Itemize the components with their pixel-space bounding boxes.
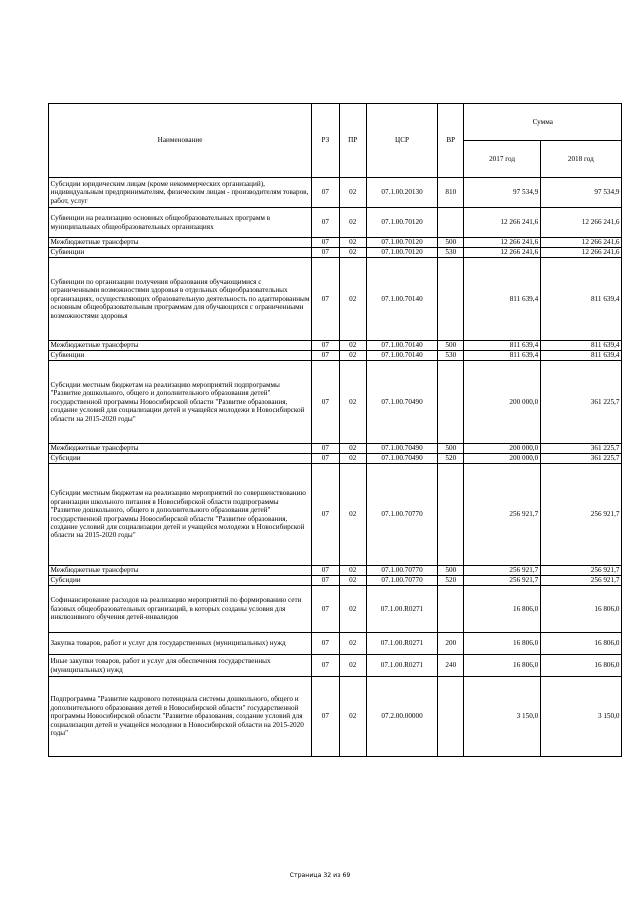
row-rz: 07: [312, 361, 339, 444]
row-pr: 02: [339, 444, 366, 454]
row-2017: 12 266 241,6: [464, 208, 540, 238]
row-pr: 02: [339, 258, 366, 341]
table-row: [49, 208, 622, 238]
row-vr: [438, 258, 464, 341]
table-row: [49, 238, 622, 248]
row-name: Субвенции на реализацию основных общеобразовательных программ в муниципальных общеобразовательных организациях: [49, 208, 312, 238]
table-row: [49, 178, 622, 208]
header-pr: ПР: [339, 104, 366, 178]
row-name: Субвенции: [49, 248, 312, 258]
row-name: Межбюджетные трансферты: [49, 238, 312, 248]
row-pr: 02: [339, 586, 366, 633]
row-rz: 07: [312, 248, 339, 258]
row-vr: 500: [438, 566, 464, 576]
row-rz: 07: [312, 258, 339, 341]
budget-table: [48, 103, 622, 757]
table-row: [49, 248, 622, 258]
row-csr: 07.1.00.70140: [366, 258, 437, 341]
row-vr: [438, 586, 464, 633]
row-rz: 07: [312, 238, 339, 248]
row-rz: 07: [312, 566, 339, 576]
row-csr: 07.1.00.70140: [366, 341, 437, 351]
row-2018: 12 266 241,6: [540, 208, 621, 238]
row-csr: 07.1.00.20130: [366, 178, 437, 208]
row-2017: 200 000,0: [464, 444, 540, 454]
row-rz: 07: [312, 576, 339, 586]
row-name: Закупка товаров, работ и услуг для государственных (муниципальных) нужд: [49, 633, 312, 655]
table-row: [49, 454, 622, 464]
row-rz: 07: [312, 444, 339, 454]
row-vr: [438, 464, 464, 566]
row-rz: 07: [312, 341, 339, 351]
row-pr: 02: [339, 208, 366, 238]
header-rz: РЗ: [312, 104, 339, 178]
row-2018: 361 225,7: [540, 361, 621, 444]
row-2017: 256 921,7: [464, 566, 540, 576]
row-csr: 07.1.00.70120: [366, 238, 437, 248]
row-rz: 07: [312, 454, 339, 464]
row-2017: 200 000,0: [464, 454, 540, 464]
row-vr: 500: [438, 444, 464, 454]
row-2018: 361 225,7: [540, 444, 621, 454]
row-pr: 02: [339, 248, 366, 258]
row-name: Иные закупки товаров, работ и услуг для обеспечения государственных (муниципальных) нужд: [49, 655, 312, 677]
row-rz: 07: [312, 178, 339, 208]
row-vr: 500: [438, 341, 464, 351]
row-pr: 02: [339, 677, 366, 757]
header-csr: ЦСР: [366, 104, 437, 178]
row-rz: 07: [312, 586, 339, 633]
row-2018: 16 806,0: [540, 633, 621, 655]
row-name: Софинансирование расходов на реализацию мероприятий по формированию сети базовых общеобразовательных организаций, в которых созданы условия для инклюзивного обучения детей-инвалидов: [49, 586, 312, 633]
row-name: Субсидии местным бюджетам на реализацию мероприятий подпрограммы "Развитие дошкольного, общего и дополнительного образования детей" государственной программы Новосибирской области "Развитие образования, создание условий для социализации детей и учащейся молодежи в Новосибирской области на 2015-2020 годы": [49, 361, 312, 444]
row-rz: 07: [312, 677, 339, 757]
row-csr: 07.1.00.70490: [366, 361, 437, 444]
row-csr: 07.1.00.R0271: [366, 655, 437, 677]
table-row: [49, 586, 622, 633]
row-csr: 07.1.00.70140: [366, 351, 437, 361]
row-2018: 97 534,9: [540, 178, 621, 208]
row-rz: 07: [312, 464, 339, 566]
row-pr: 02: [339, 238, 366, 248]
table-row: [49, 633, 622, 655]
row-csr: 07.2.00.00000: [366, 677, 437, 757]
row-vr: [438, 361, 464, 444]
row-csr: 07.1.00.70770: [366, 566, 437, 576]
row-pr: 02: [339, 361, 366, 444]
row-name: Субсидии: [49, 454, 312, 464]
row-pr: 02: [339, 633, 366, 655]
table-row: [49, 677, 622, 757]
row-vr: 810: [438, 178, 464, 208]
row-vr: 520: [438, 454, 464, 464]
row-rz: 07: [312, 351, 339, 361]
row-vr: 520: [438, 576, 464, 586]
row-2018: 16 806,0: [540, 655, 621, 677]
row-rz: 07: [312, 208, 339, 238]
page-number: Страница 32 из 69: [289, 872, 351, 879]
row-2018: 811 639,4: [540, 351, 621, 361]
row-2017: 12 266 241,6: [464, 248, 540, 258]
row-2018: 3 150,0: [540, 677, 621, 757]
row-2018: 256 921,7: [540, 566, 621, 576]
row-2017: 811 639,4: [464, 351, 540, 361]
row-2018: 12 266 241,6: [540, 248, 621, 258]
table-row: [49, 351, 622, 361]
header-2017: 2017 год: [464, 141, 540, 178]
table-row: [49, 655, 622, 677]
table-row: [49, 464, 622, 566]
table-row: [49, 566, 622, 576]
row-2017: 12 266 241,6: [464, 238, 540, 248]
row-csr: 07.1.00.70120: [366, 208, 437, 238]
row-vr: 500: [438, 238, 464, 248]
row-name: Субсидии юридическим лицам (кроме некоммерческих организаций), индивидуальным предпринимателям, физическим лицам - производителям товаров, работ, услуг: [49, 178, 312, 208]
row-2017: 97 534,9: [464, 178, 540, 208]
row-pr: 02: [339, 178, 366, 208]
row-vr: 240: [438, 655, 464, 677]
row-2017: 256 921,7: [464, 464, 540, 566]
row-csr: 07.1.00.70770: [366, 576, 437, 586]
row-name: Подпрограмма "Развитие кадрового потенциала системы дошкольного, общего и дополнительного образования детей в Новосибирской области" государственной программы Новосибирской области "Развитие образования, создание условий для социализации детей и учащейся молодежи в Новосибирской области на 2015-2020 годы": [49, 677, 312, 757]
row-rz: 07: [312, 633, 339, 655]
row-name: Субсидии местным бюджетам на реализацию мероприятий по совершенствованию организации школьного питания в Новосибирской области подпрограммы "Развитие дошкольного, общего и дополнительного образования детей" государственной программы Новосибирской области "Развитие образования, создание условий для социализации детей и учащейся молодежи в Новосибирской области на 2015-2020 годы": [49, 464, 312, 566]
header-sum: Сумма: [464, 104, 622, 141]
row-2018: 361 225,7: [540, 454, 621, 464]
row-2018: 256 921,7: [540, 464, 621, 566]
row-csr: 07.1.00.R0271: [366, 633, 437, 655]
table-row: [49, 341, 622, 351]
row-2018: 811 639,4: [540, 341, 621, 351]
row-2018: 16 806,0: [540, 586, 621, 633]
row-2017: 811 639,4: [464, 258, 540, 341]
row-name: Субвенции: [49, 351, 312, 361]
row-pr: 02: [339, 655, 366, 677]
row-vr: [438, 677, 464, 757]
row-pr: 02: [339, 341, 366, 351]
row-2018: 256 921,7: [540, 576, 621, 586]
row-name: Межбюджетные трансферты: [49, 341, 312, 351]
header-vr: ВР: [438, 104, 464, 178]
header-name: Наименование: [49, 104, 312, 178]
row-2017: 16 806,0: [464, 633, 540, 655]
table-row: [49, 361, 622, 444]
row-pr: 02: [339, 576, 366, 586]
row-2018: 811 639,4: [540, 258, 621, 341]
table-row: [49, 444, 622, 454]
row-2017: 16 806,0: [464, 655, 540, 677]
row-rz: 07: [312, 655, 339, 677]
row-pr: 02: [339, 464, 366, 566]
row-csr: 07.1.00.70490: [366, 454, 437, 464]
row-pr: 02: [339, 351, 366, 361]
row-2017: 200 000,0: [464, 361, 540, 444]
row-vr: [438, 208, 464, 238]
row-csr: 07.1.00.R0271: [366, 586, 437, 633]
row-2017: 16 806,0: [464, 586, 540, 633]
row-pr: 02: [339, 454, 366, 464]
row-2017: 3 150,0: [464, 677, 540, 757]
row-vr: 530: [438, 351, 464, 361]
row-2017: 256 921,7: [464, 576, 540, 586]
row-csr: 07.1.00.70120: [366, 248, 437, 258]
row-csr: 07.1.00.70490: [366, 444, 437, 454]
row-name: Межбюджетные трансферты: [49, 566, 312, 576]
row-pr: 02: [339, 566, 366, 576]
table-row: [49, 258, 622, 341]
row-name: Субвенции по организации получения образования обучающимися с ограниченными возможностями здоровья в отдельных общеобразовательных организациях, осуществляющих образовательную деятельность по адаптированным основным общеобразовательным программам для обучающихся с ограниченными возможностями здоровья: [49, 258, 312, 341]
row-name: Межбюджетные трансферты: [49, 444, 312, 454]
row-vr: 200: [438, 633, 464, 655]
header-2018: 2018 год: [540, 141, 621, 178]
row-vr: 530: [438, 248, 464, 258]
row-csr: 07.1.00.70770: [366, 464, 437, 566]
row-name: Субсидии: [49, 576, 312, 586]
table-row: [49, 576, 622, 586]
row-2018: 12 266 241,6: [540, 238, 621, 248]
row-2017: 811 639,4: [464, 341, 540, 351]
